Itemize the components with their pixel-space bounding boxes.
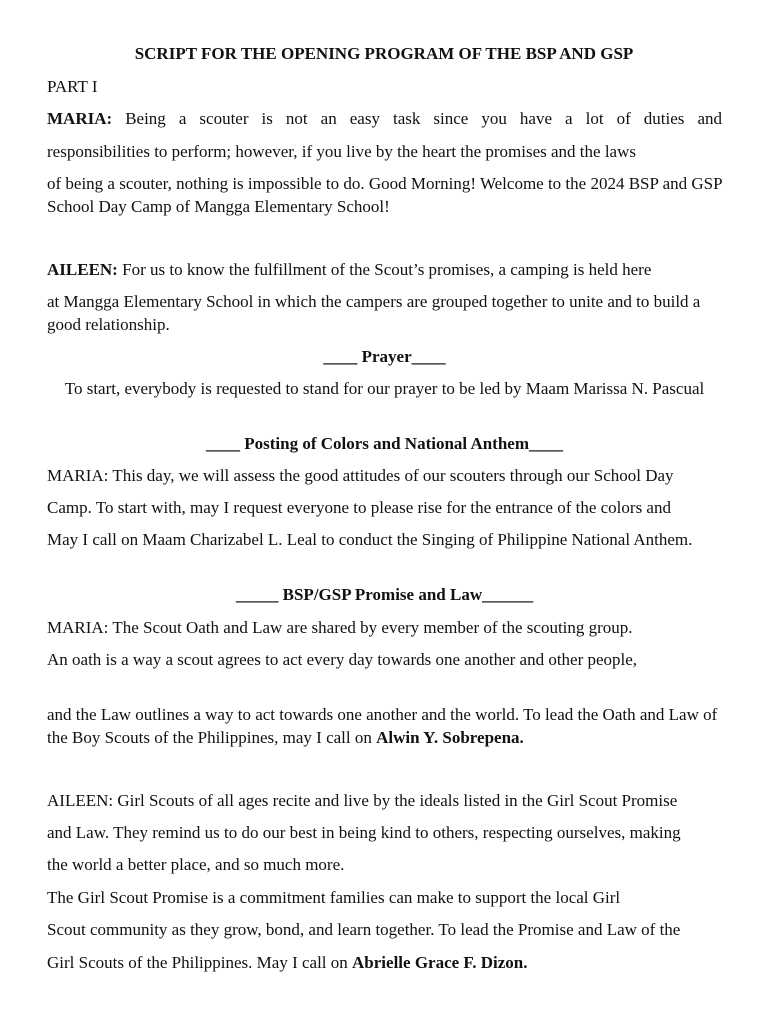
heading-prayer: ____ Prayer____ [323,347,446,366]
paragraph-maria-intro-line1 [47,107,722,130]
part-label: PART I [47,77,98,96]
paragraph-aileen-promise-line2: and Law. They remind us to do our best in being kind to others, respecting ourselves, making [47,823,681,842]
paragraph-aileen-intro-line2: at Mangga Elementary School in which the campers are grouped together to unite and to build a good relationship. [47,292,701,334]
paragraph-maria-colors-line1: MARIA: This day, we will assess the good attitudes of our scouters through our School Day [47,466,674,485]
text-segment: Being a scouter is not an easy task since you have a lot of duties and [125,109,722,128]
paragraph-maria-intro-line2: responsibilities to perform; however, if you live by the heart the promises and the laws [47,142,636,161]
paragraph-maria-colors-line2: Camp. To start with, may I request everyone to please rise for the entrance of the colors and [47,498,671,517]
paragraph-aileen-promise-line3: the world a better place, and so much more. [47,855,345,874]
paragraph-aileen-promise-line5: Scout community as they grow, bond, and learn together. To lead the Promise and Law of the [47,920,681,939]
person-name: Abrielle Grace F. Dizon. [352,953,528,972]
paragraph-aileen-promise-line6 [47,951,722,974]
person-name: Alwin Y. Sobrepena. [376,728,524,747]
paragraph-maria-intro-line3: of being a scouter, nothing is impossible to do. Good Morning! Welcome to the 2024 BSP and GSP School Day Camp of Mangga Elementary School! [47,174,722,216]
paragraph-maria-colors-line3: May I call on Maam Charizabel L. Leal to conduct the Singing of Philippine National Anthem. [47,530,693,549]
speaker-label: AILEEN: [47,260,118,279]
prayer-text: To start, everybody is requested to stand for our prayer to be led by Maam Marissa N. Pascual [64,379,705,398]
text-segment: Girl Scouts of the Philippines. May I call on [47,953,353,972]
heading-colors-anthem: ____ Posting of Colors and National Anthem____ [205,434,564,453]
paragraph-maria-oath-line2: An oath is a way a scout agrees to act every day towards one another and other people, [47,650,638,669]
heading-promise-law: _____ BSP/GSP Promise and Law______ [235,585,534,604]
text-segment: and the Law outlines a way to act towards one another and the world. To lead the Oath and Law of the Boy Scouts of the Philippines, may I call on [47,705,718,747]
paragraph-aileen-intro-line1 [47,258,722,281]
text-segment: For us to know the fulfillment of the Scout’s promises, a camping is held here [122,260,652,279]
document-title: SCRIPT FOR THE OPENING PROGRAM OF THE BSP AND GSP [134,44,634,63]
paragraph-aileen-promise-line4: The Girl Scout Promise is a commitment families can make to support the local Girl [47,888,621,907]
paragraph-maria-oath-line1: MARIA: The Scout Oath and Law are shared by every member of the scouting group. [47,618,633,637]
paragraph-maria-oath-line3 [47,703,722,749]
speaker-label: MARIA: [47,109,113,128]
paragraph-aileen-promise-line1: AILEEN: Girl Scouts of all ages recite and live by the ideals listed in the Girl Scout Promise [47,791,678,810]
